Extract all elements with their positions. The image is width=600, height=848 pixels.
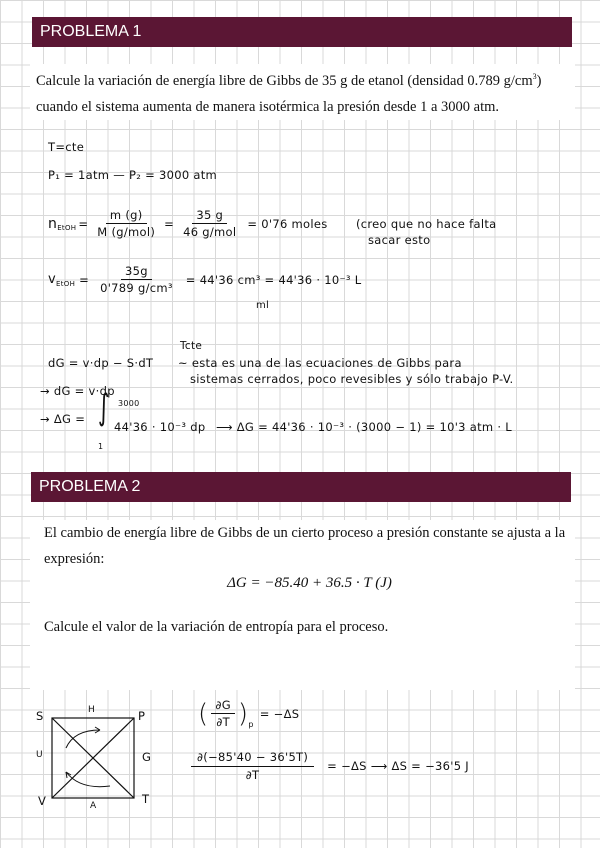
square-label-g: G <box>142 750 152 764</box>
gibbs-simplified: → dG = v·dp <box>40 384 115 398</box>
square-label-t: T <box>142 792 150 806</box>
gibbs-note-line1: ~ esta es una de las ecuaciones de Gibbs para <box>178 356 462 370</box>
problem2-title: PROBLEMA 2 <box>39 478 141 495</box>
problem2-statement-line2: expresión: <box>44 551 105 567</box>
final-result: ⟶ ΔG = 44'36 · 10⁻³ · (3000 − 1) = 10'3 atm · L <box>216 420 512 434</box>
integral-body: 44'36 · 10⁻³ dp <box>114 420 206 434</box>
square-label-p: P <box>138 709 146 723</box>
moles-calculation: n EtOH = $\frac{m (g)}{\text{M (g/mol)}}$ = $\frac{35 g}{\text{46 g/mol}}$ = 0'76 moles <box>48 208 328 239</box>
gibbs-note-line2: sistemas cerrados, poco revesibles y sólo trabajo P-V. <box>190 372 514 386</box>
problem1-statement-line1: Calcule la variación de energía libre de Gibbs de 35 g de etanol (densidad 0.789 $g/cm^3$) <box>36 72 542 89</box>
problem2-statement-line1: El cambio de energía libre de Gibbs de un cierto proceso a presión constante se ajusta a la <box>44 525 566 541</box>
moles-note-line1: (creo que no hace falta <box>356 217 497 231</box>
problem1-statement <box>30 64 575 120</box>
moles-note-line2: sacar esto <box>368 233 431 247</box>
tcte-note: Tcte <box>180 340 203 352</box>
square-label-s: S <box>36 709 44 723</box>
gibbs-equation: dG = v·dp − S·dT <box>48 356 154 370</box>
gibbs-expression: ΔG = −85.40 + 36.5 · T (J) <box>227 575 392 591</box>
pressure-values: P₁ = 1atm — P₂ = 3000 atm <box>48 168 218 182</box>
problem2-question: Calcule el valor de la variación de entropía para el proceso. <box>44 619 389 635</box>
volume-ml: ml <box>256 300 270 311</box>
temperature-constant: T=cte <box>48 140 85 154</box>
problem1-header <box>32 17 572 47</box>
integral-lower-limit: 1 <box>98 442 104 451</box>
delta-g-label: → ΔG = <box>40 412 86 426</box>
partial-derivative-relation: ( $\frac{\partial G}{\partial T}$ ) p = −ΔS <box>198 698 300 729</box>
square-label-u: U <box>36 750 43 760</box>
integral-sign: ∫ <box>98 388 110 429</box>
problem2-statement <box>30 520 575 690</box>
square-label-h: H <box>88 705 96 715</box>
derivative-calculation: $\frac{\partial(-85'40 - 36'5T)}{\partial T}$ = −ΔS ⟶ ΔS = −36'5 J <box>188 750 469 782</box>
square-label-v: V <box>38 794 47 808</box>
integral-upper-limit: 3000 <box>118 399 140 408</box>
square-label-a: A <box>90 801 97 811</box>
problem1-title: PROBLEMA 1 <box>40 23 142 40</box>
problem1-statement-line2: cuando el sistema aumenta de manera isotérmica la presión desde 1 a 3000 atm. <box>36 98 500 115</box>
volume-calculation: v EtOH = $\frac{35g}{\text{0'789 g/cm³}}$ = 44'36 cm³ = 44'36 · 10⁻³ L <box>48 264 362 295</box>
problem2-header <box>31 472 571 502</box>
